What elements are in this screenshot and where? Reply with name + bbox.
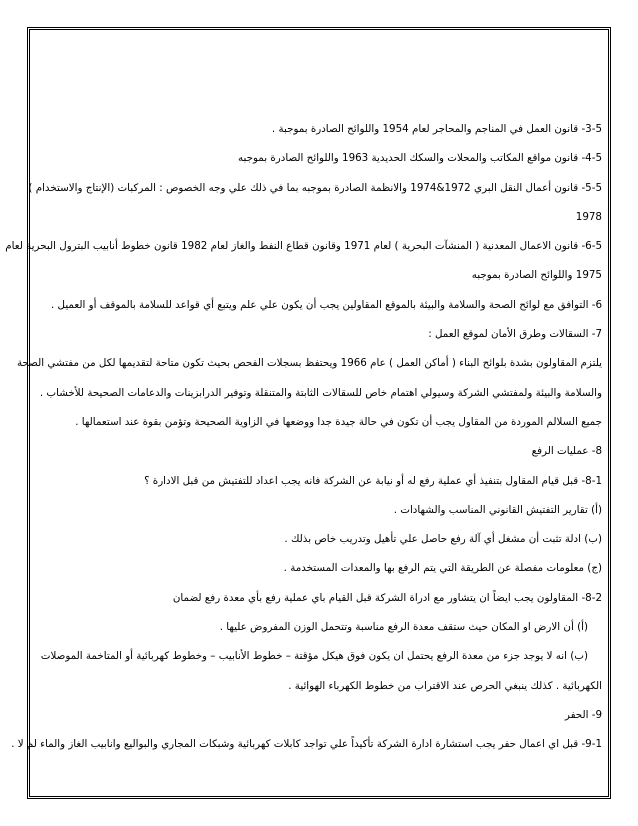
clause-9-1: 9-1- قبل اي اعمال حفر يجب استشارة ادارة الشركة تأكيداً علي تواجد كابلات كهربائية وشبكات المجاري والبواليع وانابيب الغاز والماء لم لا . (11, 738, 602, 751)
section-7-paragraph-line-2: والسلامة والبيئة ولمفتشي الشركة وسيولي اهتمام خاص للسقالات الثابتة والمتنقلة وتوفير الدرابزينات والدعامات الصحيحة للأخشاب . (39, 386, 602, 399)
clause-8-1-item-b: (ب) ادلة تثبت أن مشغل أي آلة رفع حاصل علي تأهيل وتدريب خاص بذلك . (284, 533, 602, 546)
section-7-paragraph-line-1: يلتزم المقاولون بشدة بلوائح البناء ( أماكن العمل ) عام 1966 ويحتفظ بسجلات الفحص بحيث تكون متاحة لتقديمها لكل من مفتشي الصحة (17, 357, 602, 370)
section-7-heading: 7- السقالات وطرق الأمان لموقع العمل : (428, 328, 602, 341)
clause-8-2-item-a: (أ) أن الارض او المكان حيث ستقف معدة الرفع مناسبة وتتحمل الوزن المفروض عليها . (219, 621, 588, 634)
section-6-compliance: 6- التوافق مع لوائح الصحة والسلامة والبيئة بالموقع المقاولين يجب أن يكون علي علم ويتبع أي قواعد للسلامة بالموقف أو العميل . (50, 298, 602, 311)
clause-5-6: 6-5- قانون الاعمال المعدنية ( المنشآت البحرية ) لعام 1971 وقانون قطاع النفط والغاز لعام 1982 قانون خطوط أنابيب البترول البحرية لعام (5, 240, 602, 253)
clause-5-4: 4-5- قانون مواقع المكاتب والمحلات والسكك الحديدية 1963 واللوائح الصادرة بموجبه (237, 152, 602, 165)
clause-8-2-item-b: (ب) انه لا يوجد جزء من معدة الرفع يحتمل ان يكون فوق هيكل مؤقتة – خطوط الأنابيب – وخطوط كهربائية أو المتاخمة الموصلات (40, 650, 588, 663)
clause-8-1: 8-1- قبل قيام المقاول بتنفيذ أي عملية رفع له أو نيابة عن الشركة فانه يجب اعداد للتفتيش من قبل الادارة ؟ (144, 474, 602, 487)
clause-8-2-item-b-continued: الكهربائية . كذلك ينبغي الحرص عند الاقتراب من خطوط الكهرباء الهوائية . (288, 679, 602, 692)
clause-8-1-item-c: (ج) معلومات مفصلة عن الطريقة التي يتم الرفع بها والمعدات المستخدمة . (283, 562, 602, 575)
clause-8-2: 8-2- المقاولون يجب ايضاً ان يتشاور مع ادراة الشركة قبل القيام باي عملية رفع بأي معدة رفع لضمان (172, 591, 602, 604)
clause-5-6-continued: 1975 واللوائح الصادرة بموجبه (471, 269, 602, 282)
clause-5-5: 5-5- قانون أعمال النقل البري 1972&1974 والانظمة الصادرة بموجبه بما في ذلك علي وجه الخصوص : المركبات (الإنتاج والاستخدام ) (28, 181, 602, 194)
clause-5-5-continued: 1978 (575, 210, 602, 223)
document-body (5, 115, 602, 760)
section-8-heading: 8- عمليات الرفع (531, 445, 602, 458)
section-9-heading: 9- الحفر (564, 708, 602, 721)
section-7-ladders: جميع السلالم الموردة من المقاول يجب أن تكون في حالة جيدة جدا ووضعها في الزاوية الصحيحة وتؤمن بقوة عند استعمالها . (75, 415, 602, 428)
clause-8-1-item-a: (أ) تقارير التفتيش القانوني المناسب والشهادات . (393, 503, 602, 516)
clause-5-3: 3-5- قانون العمل في المناجم والمحاجر لعام 1954 واللوائح الصادرة بموجبة . (271, 123, 602, 135)
